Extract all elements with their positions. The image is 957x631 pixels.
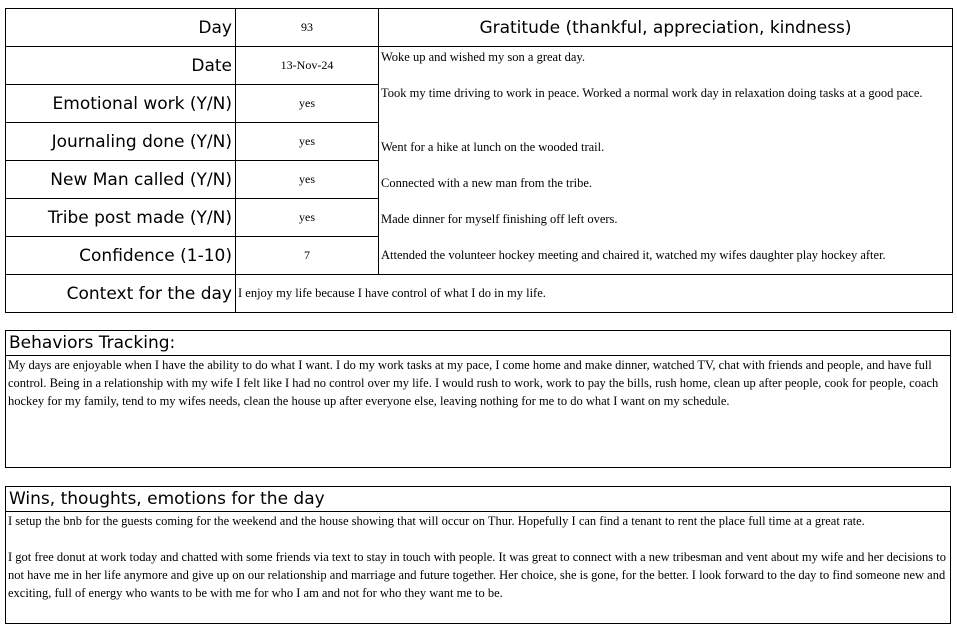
gratitude-item: Made dinner for myself finishing off left overs.: [381, 212, 618, 226]
gratitude-item: Attended the volunteer hockey meeting and chaired it, watched my wifes daughter play hockey after.: [381, 248, 886, 262]
emotional-work-value[interactable]: yes: [236, 85, 379, 123]
daily-tracker-table: [5, 8, 953, 313]
behaviors-section: [5, 330, 951, 468]
context-value[interactable]: I enjoy my life because I have control of what I do in my life.: [236, 275, 953, 313]
wins-section: [5, 486, 951, 624]
gratitude-title: Gratitude (thankful, appreciation, kindness): [379, 9, 953, 47]
journaling-value[interactable]: yes: [236, 123, 379, 161]
date-value[interactable]: 13-Nov-24: [236, 47, 379, 85]
journaling-label: Journaling done (Y/N): [6, 123, 236, 161]
emotional-work-label: Emotional work (Y/N): [6, 85, 236, 123]
tribe-post-label: Tribe post made (Y/N): [6, 199, 236, 237]
confidence-value[interactable]: 7: [236, 237, 379, 275]
day-value[interactable]: 93: [236, 9, 379, 47]
gratitude-item: Took my time driving to work in peace. Worked a normal work day in relaxation doing tasks at a good pace.: [381, 86, 923, 100]
gratitude-item: Woke up and wished my son a great day.: [381, 50, 586, 64]
wins-title: Wins, thoughts, emotions for the day: [6, 487, 950, 512]
gratitude-list[interactable]: [379, 47, 953, 275]
gratitude-item: Connected with a new man from the tribe.: [381, 176, 593, 190]
new-man-called-label: New Man called (Y/N): [6, 161, 236, 199]
wins-text[interactable]: [6, 512, 950, 602]
date-label: Date: [6, 47, 236, 85]
new-man-called-value[interactable]: yes: [236, 161, 379, 199]
behaviors-paragraph: My days are enjoyable when I have the ability to do what I want. I do my work tasks at my pace, I come home and make dinner, watched TV, chat with friends and people, and have full control. Being in a relationship with my wife I felt like I had no control over my life. I would rush to work, work to pay the bills, rush home, clean up after people, cook for people, coach hockey for my family, tend to my wifes needs, clean the house up after everyone else, leaving nothing for me to do what I want on my schedule.: [8, 358, 939, 408]
wins-paragraph-1: I setup the bnb for the guests coming for the weekend and the house showing that will occur on Thur. Hopefully I can find a tenant to rent the place full time at a great rate.: [8, 514, 865, 528]
context-label: Context for the day: [6, 275, 236, 313]
behaviors-text[interactable]: [6, 356, 950, 410]
paragraph-gap: [8, 530, 946, 548]
confidence-label: Confidence (1-10): [6, 237, 236, 275]
gratitude-item: Went for a hike at lunch on the wooded trail.: [381, 140, 605, 154]
wins-paragraph-2: I got free donut at work today and chatted with some friends via text to stay in touch with people. It was great to connect with a new tribesman and vent about my wife and her decisions to not have me in her life anymore and give up on our relationship and marriage and future together. Her choice, she is gone, for the better. I look forward to the day to find someone new and exciting, full of energy who wants to be with me for who I am and not for who they want me to be.: [8, 550, 946, 600]
behaviors-title: Behaviors Tracking:: [6, 331, 950, 356]
tribe-post-value[interactable]: yes: [236, 199, 379, 237]
day-label: Day: [6, 9, 236, 47]
